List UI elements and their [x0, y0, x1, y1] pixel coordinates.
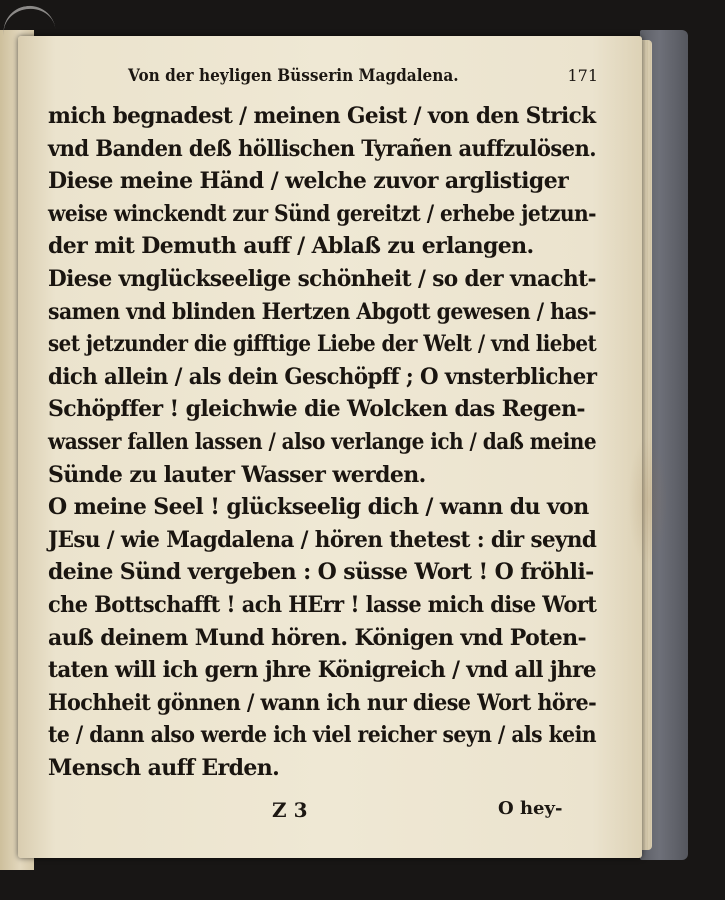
ribbon-marker	[0, 3, 56, 39]
text-line: samen vnd blinden Hertzen Abgott gewesen / has-	[48, 298, 597, 325]
text-line: auß deinem Mund hören. Königen vnd Poten-	[48, 624, 587, 651]
text-line: te / dann also werde ich viel reicher seyn / als kein	[48, 722, 597, 749]
page-footer	[0, 790, 624, 824]
text-line: der mit Demuth auff / Ablaß zu erlangen.	[48, 233, 534, 260]
text-line: Sünde zu lauter Wasser werden.	[48, 461, 426, 488]
text-line: mich begnadest / meinen Geist / von den Strick	[48, 103, 596, 129]
text-line: O meine Seel ! glückseelig dich / wann du von	[48, 494, 589, 521]
body-text	[48, 100, 596, 784]
page-number: 171	[567, 66, 598, 85]
text-line: che Bottschafft ! ach HErr ! lasse mich dise Wort	[48, 591, 597, 618]
text-line: vnd Banden deß höllischen Tyrañen auffzulösen.	[48, 135, 596, 162]
text-line: weise winckendt zur Sünd gereitzt / erhebe jetzun-	[48, 200, 597, 227]
text-line: Schöpffer ! gleichwie die Wolcken das Regen-	[48, 396, 585, 423]
signature-mark: Z 3	[272, 798, 308, 822]
text-line: Diese vnglückseelige schönheit / so der vnacht-	[48, 265, 596, 292]
page-stain	[628, 436, 668, 566]
text-line: Mensch auff Erden.	[48, 754, 280, 781]
running-head-title: Von der heyligen Büsserin Magdalena.	[128, 66, 459, 86]
text-line: JEsu / wie Magdalena / hören thetest : dir seynd	[48, 526, 597, 553]
text-line: taten will ich gern jhre Königreich / vnd all jhre	[48, 657, 596, 684]
text-line: deine Sünd vergeben : O süsse Wort ! O fröhli-	[48, 559, 594, 586]
text-line: Diese meine Händ / welche zuvor arglistiger	[48, 168, 569, 195]
text-line: dich allein / als dein Geschöpff ; O vnsterblicher	[48, 363, 597, 390]
text-line: set jetzunder die gifftige Liebe der Welt / vnd liebet	[48, 331, 597, 358]
running-head	[128, 62, 598, 92]
catchword: O hey-	[498, 798, 563, 819]
text-line: Hochheit gönnen / wann ich nur diese Wort höre-	[48, 689, 597, 716]
text-line: wasser fallen lassen / also verlange ich / daß meine	[48, 428, 597, 455]
